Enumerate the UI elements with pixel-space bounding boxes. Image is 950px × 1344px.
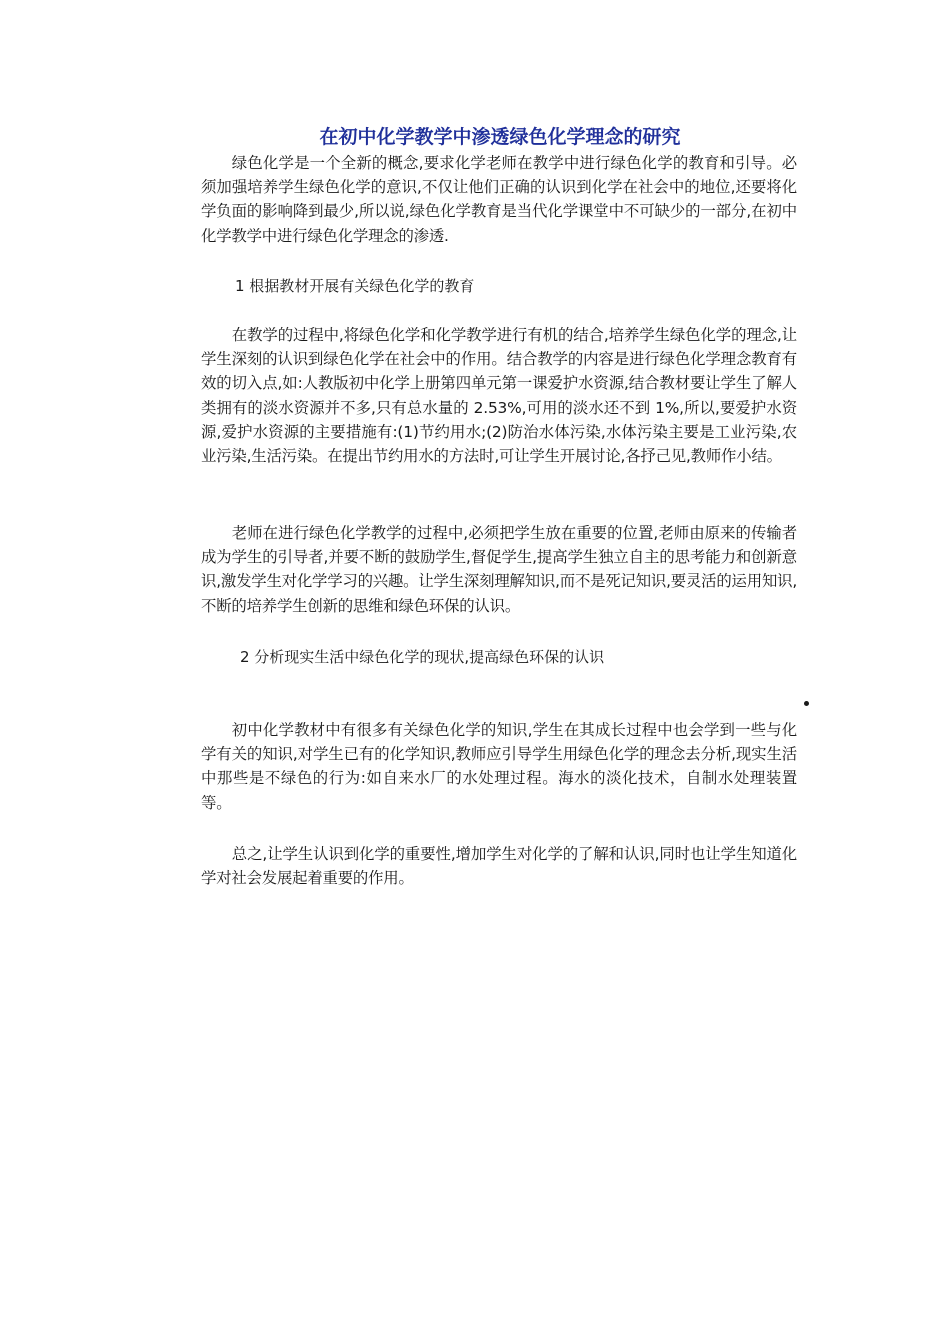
section-heading-2: 2 分析现实生活中绿色化学的现状,提高绿色环保的认识 — [240, 648, 605, 666]
paragraph-intro: 绿色化学是一个全新的概念,要求化学老师在教学中进行绿色化学的教育和引导。必须加强培养学生绿色化学的意识,不仅让他们正确的认识到化学在社会中的地位,还要将化学负面的影响降到最少,所以说,绿色化学教育是当代化学课堂中不可缺少的一部分,在初中化学教学中进行绿色化学理念的渗透. — [201, 154, 797, 245]
paragraph-section2: 初中化学教材中有很多有关绿色化学的知识,学生在其成长过程中也会学到一些与化学有关的知识,对学生已有的化学知识,教师应引导学生用绿色化学的理念去分析,现实生活中那些是不绿色的行为:如自来水厂的水处理过程。海水的淡化技术，自制水处理装置等。 — [201, 721, 797, 812]
paragraph-conclusion: 总之,让学生认识到化学的重要性,增加学生对化学的了解和认识,同时也让学生知道化学对社会发展起着重要的作用。 — [201, 845, 797, 888]
section-heading-1: 1 根据教材开展有关绿色化学的教育 — [235, 277, 475, 295]
bullet-dot — [804, 701, 809, 706]
document-title: 在初中化学教学中渗透绿色化学理念的研究 — [319, 126, 681, 148]
paragraph-section1-b: 老师在进行绿色化学教学的过程中,必须把学生放在重要的位置,老师由原来的传输者成为学生的引导者,并要不断的鼓励学生,督促学生,提高学生独立自主的思考能力和创新意识,激发学生对化学学习的兴趣。让学生深刻理解知识,而不是死记知识,要灵活的运用知识,不断的培养学生创新的思维和绿色环保的认识。 — [201, 524, 798, 615]
paragraph-section1-a: 在教学的过程中,将绿色化学和化学教学进行有机的结合,培养学生绿色化学的理念,让学生深刻的认识到绿色化学在社会中的作用。结合教学的内容是进行绿色化学理念教育有效的切入点,如:人教版初中化学上册第四单元第一课爱护水资源,结合教材要让学生了解人类拥有的淡水资源并不多,只有总水量的 2.53%,可用的淡水还不到 1%,所以,要爱护水资源,爱护水资源的主要措施有:(1)节约用水;(2)防治水体污染,水体污染主要是工业污染,农业污染,生活污染。在提出节约用水的方法时,可让学生开展讨论,各抒己见,教师作小结。 — [201, 326, 797, 466]
